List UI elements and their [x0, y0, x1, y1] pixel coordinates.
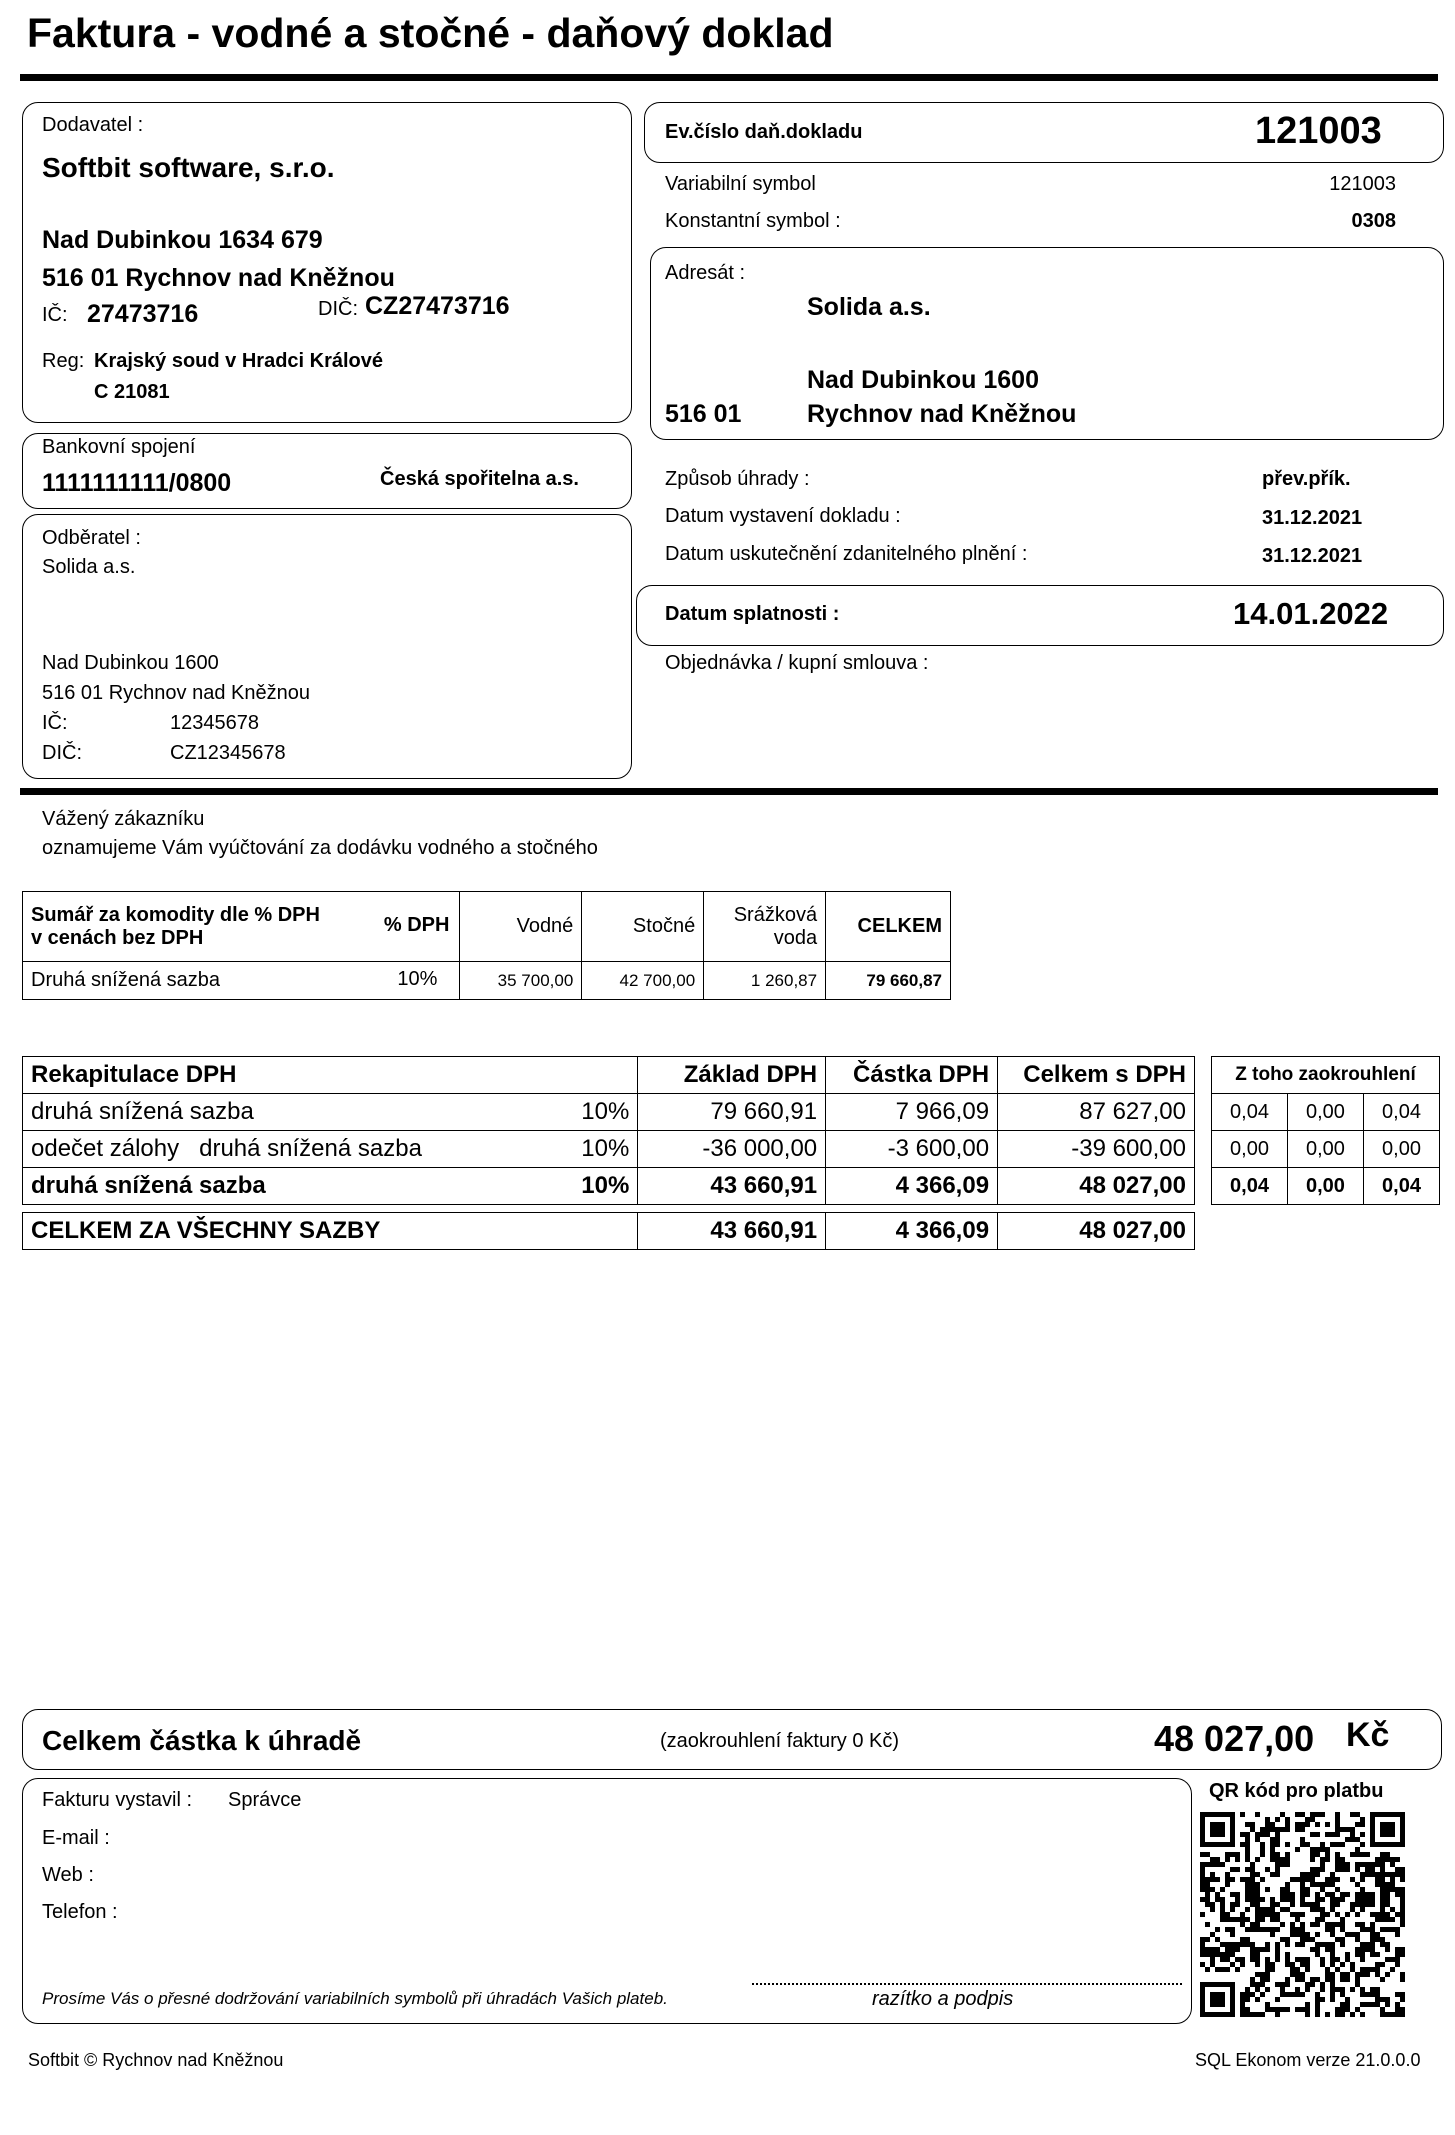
vs-value: 121003 [1329, 173, 1396, 195]
vat-row-base: 79 660,91 [638, 1094, 826, 1131]
vat-total-amount: 4 366,09 [826, 1213, 998, 1250]
tax-date-label: Datum uskutečnění zdanitelného plnění : [665, 543, 1028, 565]
vat-row-total: -39 600,00 [998, 1131, 1195, 1168]
supplier-ic: 27473716 [87, 300, 199, 328]
vat-row-label: odečet zálohy druhá snížená sazba [23, 1131, 453, 1168]
customer-ic: 12345678 [170, 712, 259, 734]
payment-method: přev.přík. [1262, 468, 1351, 490]
summary-header-rainwater-line1: Srážková [733, 903, 818, 926]
customer-city: 516 01 Rychnov nad Kněžnou [42, 682, 310, 704]
vs-label: Variabilní symbol [665, 173, 816, 195]
summary-rate-percent: 10% [397, 968, 438, 990]
due-date: 14.01.2022 [1233, 596, 1389, 631]
supplier-ic-label: IČ: [42, 304, 68, 326]
customer-dic: CZ12345678 [170, 742, 286, 764]
greeting-line1: Vážený zákazníku [42, 808, 205, 830]
rounding-cell: 0,00 [1287, 1131, 1363, 1168]
order-label: Objednávka / kupní smlouva : [665, 652, 929, 674]
vat-total-label: CELKEM ZA VŠECHNY SAZBY [23, 1213, 638, 1250]
customer-street: Nad Dubinkou 1600 [42, 652, 219, 674]
summary-header-vat: % DPH [383, 914, 450, 936]
summary-header-sewage: Stočné [582, 892, 704, 962]
ks-label: Konstantní symbol : [665, 210, 841, 232]
table-row [23, 1094, 1195, 1131]
supplier-label: Dodavatel : [42, 114, 144, 136]
customer-ic-label: IČ: [42, 712, 68, 734]
supplier-dic-label: DIČ: [318, 298, 358, 320]
issuer-phone-label: Telefon : [42, 1901, 118, 1923]
rounding-cell: 0,00 [1287, 1168, 1363, 1205]
addressee-city: Rychnov nad Kněžnou [807, 400, 1077, 428]
vat-spacer [23, 1205, 1195, 1213]
total-currency: Kč [1346, 1716, 1390, 1754]
total-rounding-note: (zaokrouhlení faktury 0 Kč) [660, 1730, 899, 1752]
tax-date: 31.12.2021 [1262, 545, 1363, 567]
rounding-cell: 0,00 [1212, 1131, 1288, 1168]
table-row [1212, 1168, 1440, 1205]
addressee-street: Nad Dubinkou 1600 [807, 366, 1039, 394]
vat-row-rate: 10% [452, 1094, 637, 1131]
vat-header-amount: Částka DPH [826, 1057, 998, 1094]
vat-header-row [23, 1057, 1195, 1094]
table-row [1212, 1131, 1440, 1168]
summary-header-water: Vodné [460, 892, 582, 962]
rounding-cell: 0,04 [1212, 1094, 1288, 1131]
rounding-cell: 0,00 [1287, 1094, 1363, 1131]
supplier-name: Softbit software, s.r.o. [42, 152, 335, 183]
ks-value: 0308 [1351, 210, 1396, 232]
supplier-street: Nad Dubinkou 1634 679 [42, 226, 323, 254]
greeting-line2: oznamujeme Vám vyúčtování za dodávku vodného a stočného [42, 837, 598, 859]
vat-recap-table [22, 1056, 1195, 1250]
vat-row-base: 43 660,91 [638, 1168, 826, 1205]
header-divider [20, 74, 1438, 81]
summary-header-commodity-line1: Sumář za komodity dle % DPH [31, 903, 320, 926]
customer-name: Solida a.s. [42, 556, 136, 578]
footer-version: SQL Ekonom verze 21.0.0.0 [1195, 2050, 1421, 2070]
bank-label: Bankovní spojení [42, 436, 196, 458]
issuer-box [22, 1778, 1192, 2024]
summary-sewage: 42 700,00 [582, 962, 704, 1000]
issuer-email-label: E-mail : [42, 1827, 110, 1849]
summary-header-commodity [23, 892, 460, 962]
ev-label: Ev.číslo daň.dokladu [665, 121, 863, 143]
summary-rate-cell [23, 962, 460, 1000]
vat-spacer-row [23, 1205, 1195, 1213]
summary-header-rainwater-line2: voda [773, 926, 818, 949]
rounding-header: Z toho zaokrouhlení [1212, 1057, 1440, 1094]
ev-number: 121003 [1255, 110, 1382, 152]
supplier-reg2: C 21081 [94, 381, 170, 403]
payment-method-label: Způsob úhrady : [665, 468, 810, 490]
vat-row-label: druhá snížená sazba [23, 1094, 453, 1131]
rounding-table [1211, 1056, 1440, 1205]
supplier-reg: Krajský soud v Hradci Králové [94, 350, 384, 372]
issuer-note: Prosíme Vás o přesné dodržování variabilních symbolů při úhradách Vašich plateb. [42, 1989, 668, 2008]
page-title: Faktura - vodné a stočné - daňový doklad [27, 10, 834, 56]
addressee-label: Adresát : [665, 262, 746, 284]
section-divider [20, 788, 1438, 795]
issue-date-label: Datum vystavení dokladu : [665, 505, 901, 527]
summary-header-commodity-line2: v cenách bez DPH [31, 926, 204, 949]
bank-name: Česká spořitelna a.s. [380, 468, 579, 490]
due-date-label: Datum splatnosti : [665, 603, 840, 625]
issuer-name: Správce [228, 1789, 302, 1811]
qr-label: QR kód pro platbu [1209, 1780, 1384, 1802]
supplier-dic: CZ27473716 [365, 292, 510, 320]
footer-left: Softbit © Rychnov nad Kněžnou [28, 2050, 284, 2070]
vat-header-total: Celkem s DPH [998, 1057, 1195, 1094]
addressee-name: Solida a.s. [807, 293, 931, 321]
table-row [23, 1131, 1195, 1168]
qr-code-icon [1200, 1812, 1405, 2017]
vat-row-amount: 7 966,09 [826, 1094, 998, 1131]
signature-line [752, 1983, 1182, 1985]
vat-row-amount: -3 600,00 [826, 1131, 998, 1168]
customer-dic-label: DIČ: [42, 742, 82, 764]
customer-box [22, 514, 632, 779]
customer-label: Odběratel : [42, 527, 141, 549]
vat-total-base: 43 660,91 [638, 1213, 826, 1250]
commodity-summary-table [22, 891, 951, 1000]
table-row [23, 962, 951, 1000]
rounding-cell: 0,04 [1212, 1168, 1288, 1205]
supplier-reg-label: Reg: [42, 350, 85, 372]
stamp-label: razítko a podpis [872, 1988, 1014, 2010]
summary-header-row [23, 892, 951, 962]
summary-header-rainwater [704, 892, 826, 962]
summary-rainwater: 1 260,87 [704, 962, 826, 1000]
vat-row-base: -36 000,00 [638, 1131, 826, 1168]
supplier-city: 516 01 Rychnov nad Kněžnou [42, 264, 395, 292]
vat-row-total: 87 627,00 [998, 1094, 1195, 1131]
total-label: Celkem částka k úhradě [42, 1725, 362, 1756]
summary-header-total: CELKEM [826, 892, 951, 962]
vat-total-row [23, 1213, 1195, 1250]
rounding-cell: 0,00 [1363, 1131, 1439, 1168]
vat-row-label: druhá snížená sazba [23, 1168, 453, 1205]
issuer-label: Fakturu vystavil : [42, 1789, 193, 1811]
rounding-header-row [1212, 1057, 1440, 1094]
rounding-cell: 0,04 [1363, 1168, 1439, 1205]
summary-total: 79 660,87 [826, 962, 951, 1000]
vat-header-title: Rekapitulace DPH [23, 1057, 453, 1094]
vat-row-amount: 4 366,09 [826, 1168, 998, 1205]
summary-water: 35 700,00 [460, 962, 582, 1000]
vat-header-rate [452, 1057, 637, 1094]
table-row [1212, 1094, 1440, 1131]
supplier-box [22, 102, 632, 423]
issuer-web-label: Web : [42, 1864, 94, 1886]
vat-row-total: 48 027,00 [998, 1168, 1195, 1205]
vat-total-total: 48 027,00 [998, 1213, 1195, 1250]
vat-row-rate: 10% [452, 1168, 637, 1205]
summary-rate-name: Druhá snížená sazba [31, 969, 221, 991]
table-row [23, 1168, 1195, 1205]
issue-date: 31.12.2021 [1262, 507, 1363, 529]
total-amount: 48 027,00 [1154, 1718, 1315, 1759]
vat-row-rate: 10% [452, 1131, 637, 1168]
bank-account: 1111111111/0800 [42, 469, 232, 497]
rounding-cell: 0,04 [1363, 1094, 1439, 1131]
vat-header-base: Základ DPH [638, 1057, 826, 1094]
addressee-zip: 516 01 [665, 400, 742, 428]
